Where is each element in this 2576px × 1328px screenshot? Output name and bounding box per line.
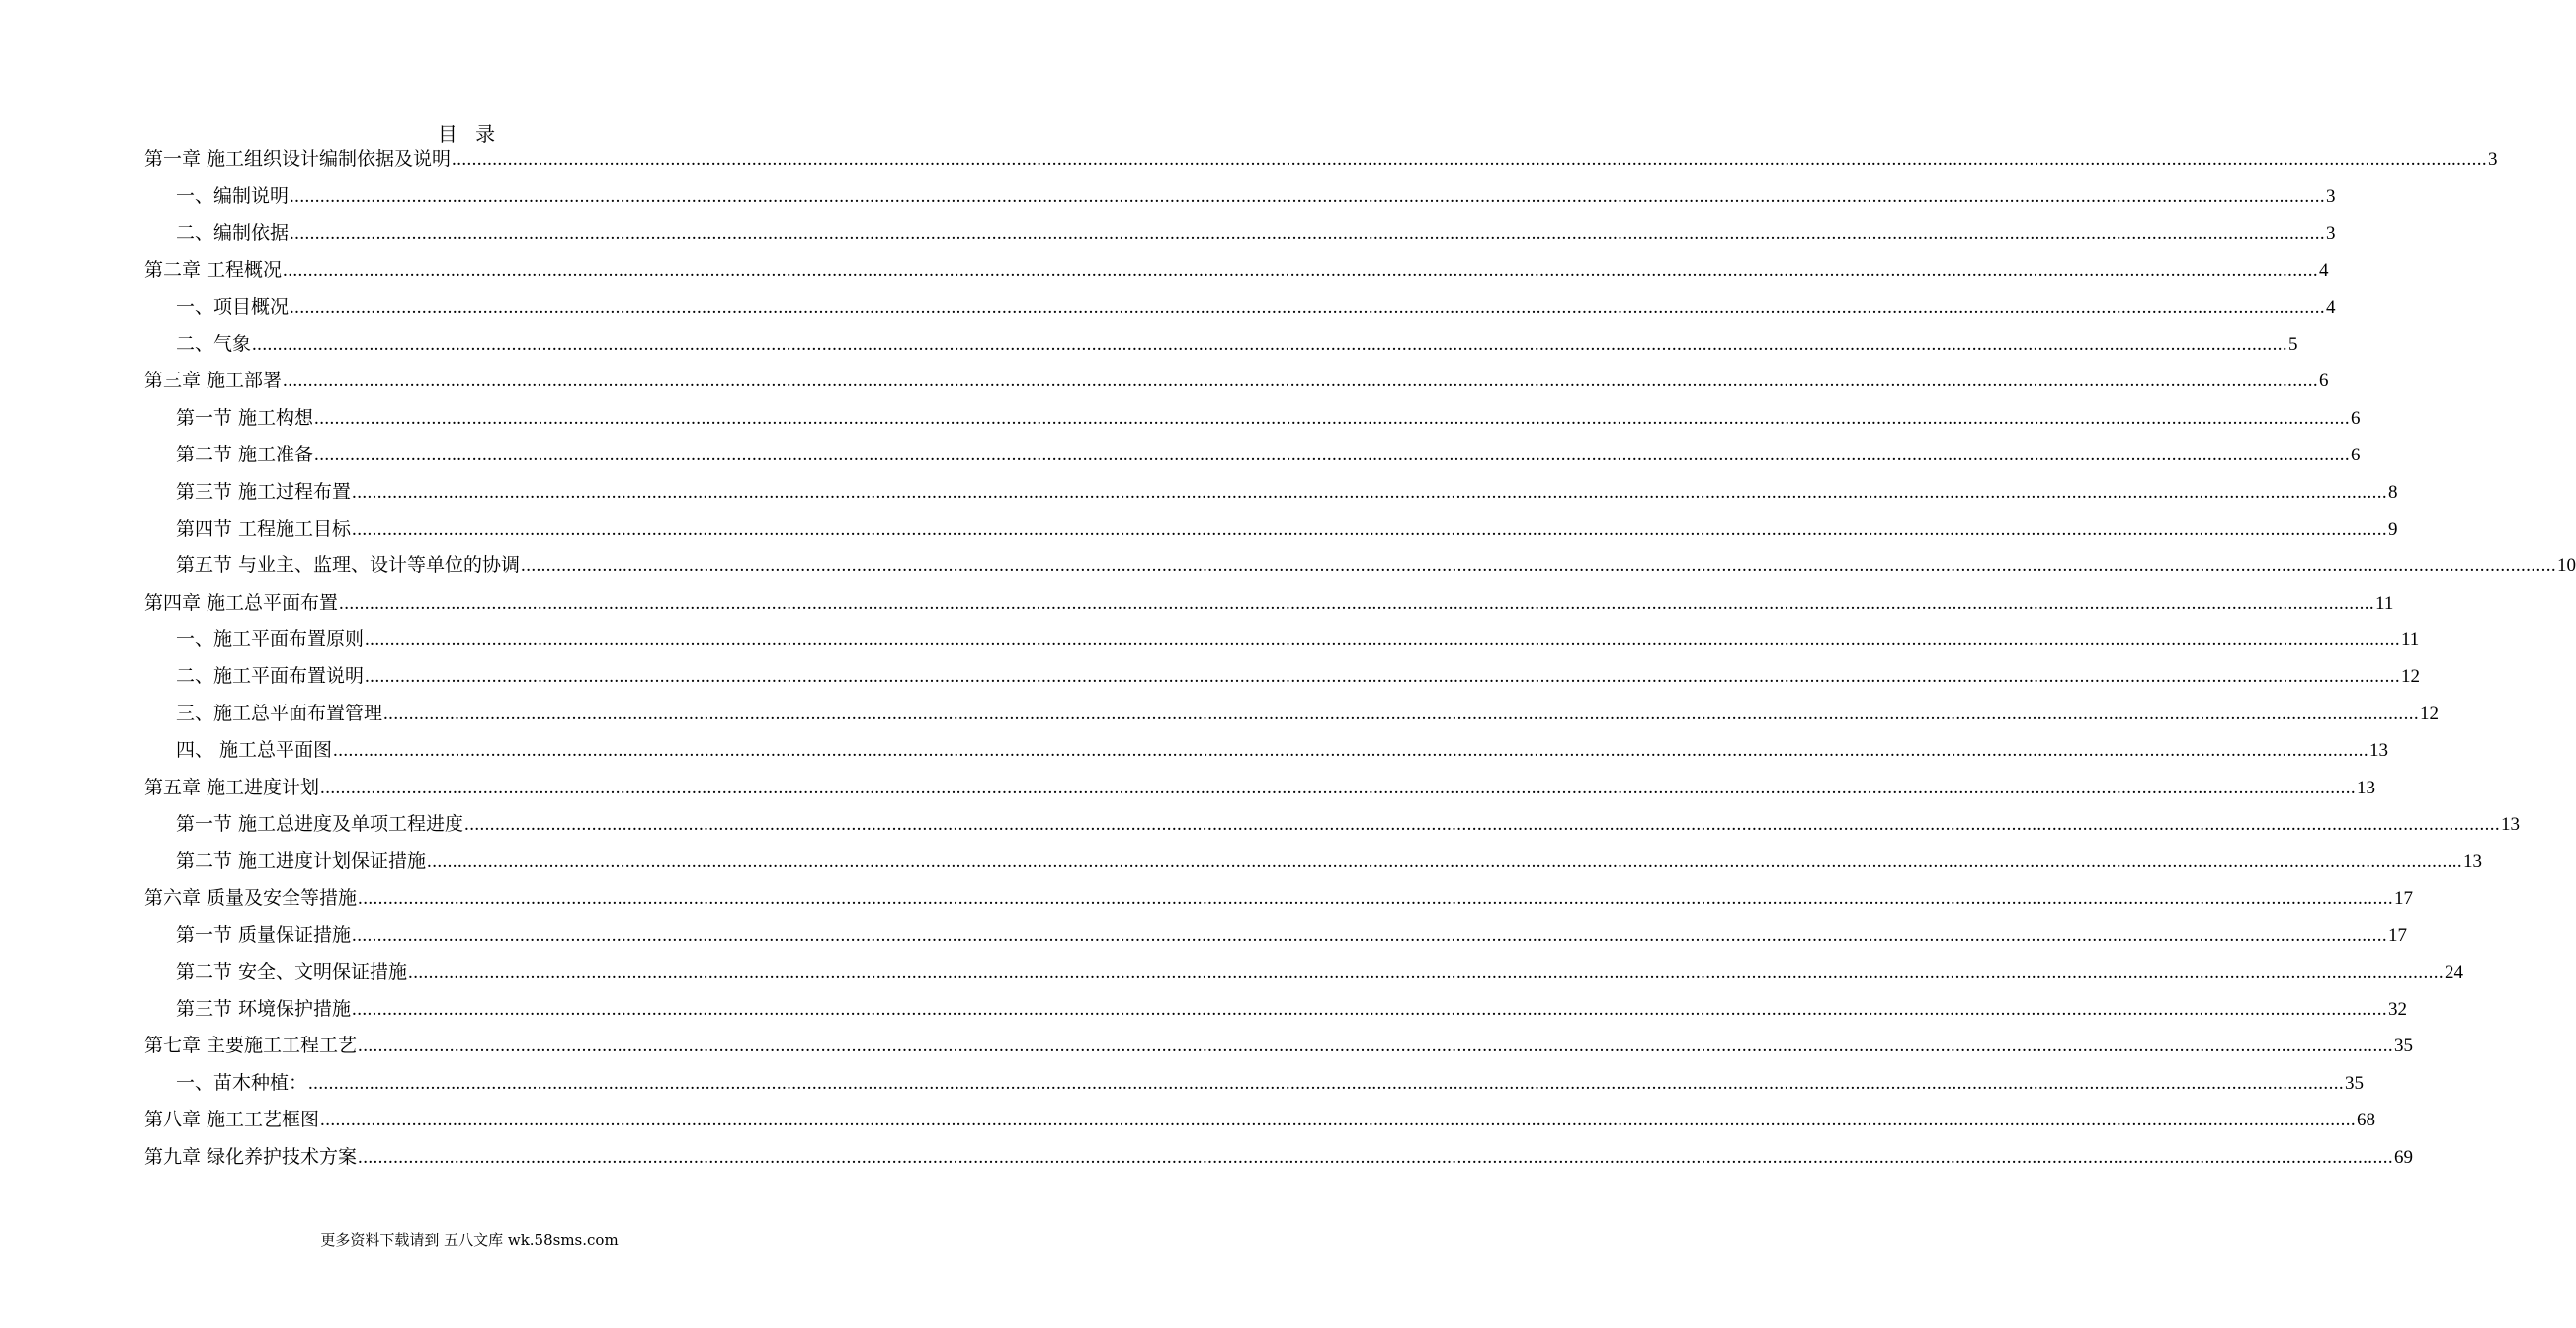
dot-leader: ................................................................................................................................................................................................................................................................................................................................................................................................................ [352,925,2388,947]
toc-entry-title: 第五章 施工进度计划 [144,776,320,798]
toc-entry-title: 第二节 施工进度计划保证措施 [176,850,427,872]
toc-page-number: 10 [2557,555,2576,577]
toc-entry-title: 一、苗木种植： [176,1071,308,1094]
toc-entry-title: 第一节 质量保证措施 [176,924,352,947]
toc-page-number: 12 [2401,666,2421,688]
toc-entry-title: 第四节 工程施工目标 [176,517,352,540]
toc-entry-title: 第一章 施工组织设计编制依据及说明 [144,147,452,170]
toc-section-entry[interactable] [144,547,2576,584]
dot-leader: ................................................................................................................................................................................................................................................................................................................................................................................................................ [352,998,2388,1020]
dot-leader: ................................................................................................................................................................................................................................................................................................................................................................................................................ [464,814,2501,836]
dot-leader: ................................................................................................................................................................................................................................................................................................................................................................................................................ [290,222,2326,244]
dot-leader: ................................................................................................................................................................................................................................................................................................................................................................................................................ [352,481,2388,503]
toc-page-number: 3 [2488,148,2498,170]
toc-page-number: 24 [2445,961,2464,983]
toc-entry-title: 二、施工平面布置说明 [176,665,365,688]
dot-leader: ................................................................................................................................................................................................................................................................................................................................................................................................................ [290,186,2326,208]
dot-leader: ................................................................................................................................................................................................................................................................................................................................................................................................................ [452,148,2488,170]
dot-leader: ................................................................................................................................................................................................................................................................................................................................................................................................................ [358,887,2394,909]
toc-page-number: 9 [2388,518,2398,540]
toc-page-number: 3 [2326,222,2336,244]
toc-entry-title: 四、 施工总平面图 [176,739,333,762]
page-footer: 更多资料下载请到 五八文库 wk.58sms.com [320,1231,619,1249]
toc-chapter-entry[interactable] [144,585,2394,622]
toc-page-number: 6 [2351,445,2361,466]
toc-page-number: 13 [2369,740,2389,762]
dot-leader: ................................................................................................................................................................................................................................................................................................................................................................................................................ [339,592,2375,614]
dot-leader: ................................................................................................................................................................................................................................................................................................................................................................................................................ [408,961,2445,983]
toc-page-number: 4 [2319,260,2329,282]
dot-leader: ................................................................................................................................................................................................................................................................................................................................................................................................................ [314,445,2351,466]
table-of-contents [144,141,2576,1176]
toc-section-entry[interactable] [144,732,2389,769]
toc-section-entry[interactable] [144,511,2398,547]
toc-page-number: 69 [2394,1146,2414,1168]
dot-leader: ................................................................................................................................................................................................................................................................................................................................................................................................................ [383,703,2420,724]
toc-section-entry[interactable] [144,215,2336,252]
dot-leader: ................................................................................................................................................................................................................................................................................................................................................................................................................ [314,407,2351,429]
toc-chapter-entry[interactable] [144,880,2414,917]
toc-section-entry[interactable] [144,400,2361,437]
toc-entry-title: 第一节 施工总进度及单项工程进度 [176,813,464,836]
dot-leader: ................................................................................................................................................................................................................................................................................................................................................................................................................ [252,333,2288,355]
dot-leader: ................................................................................................................................................................................................................................................................................................................................................................................................................ [427,851,2463,872]
toc-page-number: 32 [2388,998,2408,1020]
toc-page-number: 13 [2501,814,2521,836]
toc-section-entry[interactable] [144,474,2398,511]
toc-entry-title: 第二章 工程概况 [144,259,283,282]
toc-section-entry[interactable] [144,806,2521,843]
toc-entry-title: 第二节 施工准备 [176,444,314,466]
toc-page-number: 17 [2394,887,2414,909]
dot-leader: ................................................................................................................................................................................................................................................................................................................................................................................................................ [283,371,2319,392]
toc-chapter-entry[interactable] [144,363,2329,399]
toc-page-number: 5 [2288,333,2298,355]
toc-section-entry[interactable] [144,917,2408,954]
dot-leader: ................................................................................................................................................................................................................................................................................................................................................................................................................ [320,1110,2357,1131]
toc-entry-title: 一、项目概况 [176,295,290,318]
dot-leader: ................................................................................................................................................................................................................................................................................................................................................................................................................ [320,777,2357,798]
toc-page-number: 11 [2375,592,2394,614]
toc-page-number: 6 [2351,407,2361,429]
toc-section-entry[interactable] [144,290,2336,326]
toc-page-number: 4 [2326,296,2336,318]
toc-section-entry[interactable] [144,622,2420,658]
toc-entry-title: 二、编制依据 [176,221,290,244]
toc-section-entry[interactable] [144,1065,2365,1102]
toc-section-entry[interactable] [144,178,2336,214]
toc-entry-title: 三、施工总平面布置管理 [176,702,383,724]
toc-page-number: 8 [2388,481,2398,503]
toc-title: 目 录 [437,123,502,146]
toc-chapter-entry[interactable] [144,1028,2414,1064]
toc-page-number: 3 [2326,186,2336,208]
toc-page-number: 13 [2357,777,2376,798]
toc-entry-title: 第三章 施工部署 [144,370,283,392]
toc-chapter-entry[interactable] [144,1139,2414,1176]
toc-page-number: 11 [2401,629,2420,651]
toc-entry-title: 第二节 安全、文明保证措施 [176,960,408,983]
toc-chapter-entry[interactable] [144,141,2498,178]
toc-page-number: 17 [2388,925,2408,947]
toc-page-number: 6 [2319,371,2329,392]
dot-leader: ................................................................................................................................................................................................................................................................................................................................................................................................................ [283,260,2319,282]
dot-leader: ................................................................................................................................................................................................................................................................................................................................................................................................................ [352,518,2388,540]
toc-chapter-entry[interactable] [144,252,2329,289]
dot-leader: ................................................................................................................................................................................................................................................................................................................................................................................................................ [365,666,2401,688]
toc-section-entry[interactable] [144,658,2421,695]
dot-leader: ................................................................................................................................................................................................................................................................................................................................................................................................................ [358,1036,2394,1057]
toc-chapter-entry[interactable] [144,1102,2376,1138]
toc-section-entry[interactable] [144,437,2361,473]
toc-section-entry[interactable] [144,954,2464,991]
dot-leader: ................................................................................................................................................................................................................................................................................................................................................................................................................ [308,1072,2345,1094]
toc-section-entry[interactable] [144,326,2298,363]
dot-leader: ................................................................................................................................................................................................................................................................................................................................................................................................................ [358,1146,2394,1168]
dot-leader: ................................................................................................................................................................................................................................................................................................................................................................................................................ [365,629,2401,651]
toc-page-number: 13 [2463,851,2483,872]
dot-leader: ................................................................................................................................................................................................................................................................................................................................................................................................................ [521,555,2557,577]
toc-section-entry[interactable] [144,991,2408,1028]
toc-chapter-entry[interactable] [144,770,2376,806]
toc-entry-title: 第三节 环境保护措施 [176,997,352,1020]
dot-leader: ................................................................................................................................................................................................................................................................................................................................................................................................................ [290,296,2326,318]
toc-entry-title: 第三节 施工过程布置 [176,480,352,503]
toc-entry-title: 一、施工平面布置原则 [176,628,365,651]
toc-entry-title: 第九章 绿化养护技术方案 [144,1145,358,1168]
toc-page-number: 35 [2394,1036,2414,1057]
toc-entry-title: 第四章 施工总平面布置 [144,591,339,614]
toc-section-entry[interactable] [144,843,2483,879]
toc-entry-title: 第六章 质量及安全等措施 [144,886,358,909]
dot-leader: ................................................................................................................................................................................................................................................................................................................................................................................................................ [333,740,2369,762]
toc-entry-title: 第一节 施工构想 [176,406,314,429]
toc-page-number: 35 [2345,1072,2365,1094]
toc-entry-title: 一、编制说明 [176,185,290,208]
toc-entry-title: 第八章 施工工艺框图 [144,1109,320,1131]
toc-entry-title: 第七章 主要施工工程工艺 [144,1035,358,1057]
toc-section-entry[interactable] [144,696,2440,732]
toc-entry-title: 二、气象 [176,332,252,355]
toc-page-number: 12 [2420,703,2440,724]
toc-page-number: 68 [2357,1110,2376,1131]
toc-entry-title: 第五节 与业主、监理、设计等单位的协调 [176,554,521,577]
